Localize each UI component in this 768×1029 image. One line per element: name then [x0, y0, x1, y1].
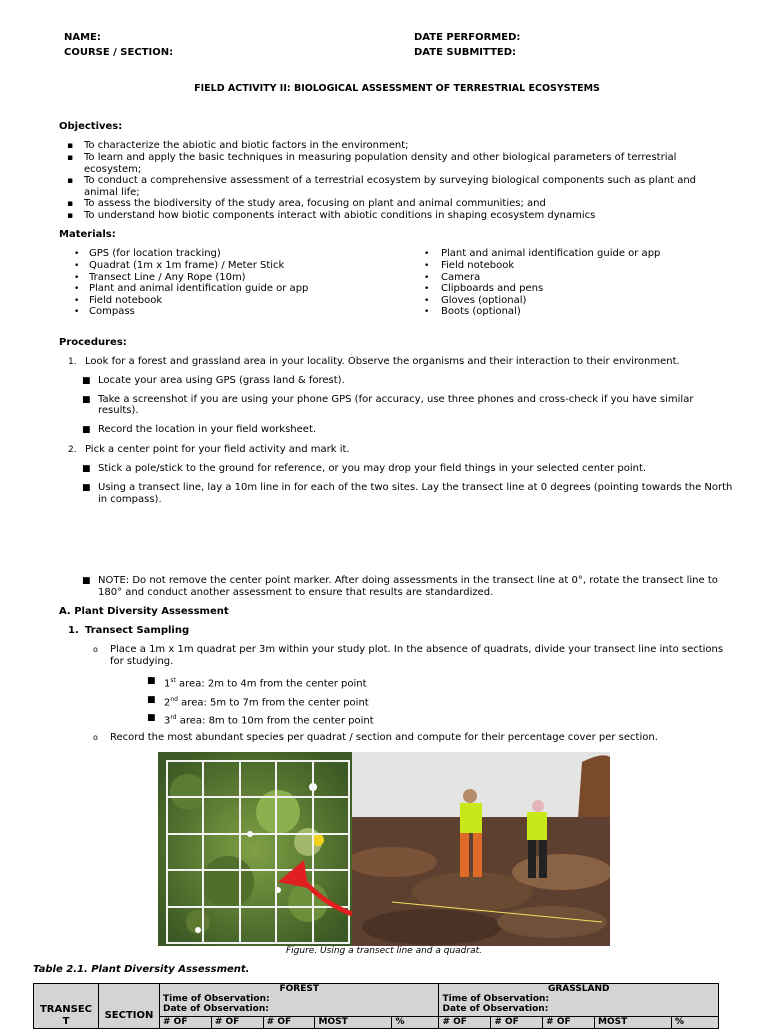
bullet-icon: • [74, 284, 80, 294]
section-a-heading: A. Plant Diversity Assessment [59, 606, 229, 617]
bullet-icon: ■ [82, 376, 91, 386]
figure-caption: Figure. Using a transect line and a quadrat. [285, 946, 483, 956]
bullet-icon: • [424, 307, 430, 317]
bullet-icon: ■ [82, 425, 91, 435]
subheader-most: MOST [595, 1017, 672, 1029]
materials-heading: Materials: [59, 229, 116, 240]
bullet-icon: • [424, 284, 430, 294]
procedure-step-2: Pick a center point for your field activity and mark it. [85, 444, 350, 455]
subheader-count: # OF [491, 1017, 543, 1029]
name-label: NAME: [64, 32, 101, 43]
procedure-sub-item: Stick a pole/stick to the ground for reference, or you may drop your field things in your selected center point. [98, 463, 647, 474]
quadrat-instruction: Place a 1m x 1m quadrat per 3m within your study plot. In the absence of quadrats, divide your transect line into sections [110, 644, 724, 655]
col-section: SECTION [99, 984, 160, 1029]
bullet-icon: • [74, 249, 80, 259]
bullet-icon: ▪ [67, 176, 74, 186]
bullet-icon: • [424, 296, 430, 306]
subheader-most: MOST [315, 1017, 392, 1029]
procedures-heading: Procedures: [59, 337, 127, 348]
page-title: FIELD ACTIVITY II: BIOLOGICAL ASSESSMENT OF TERRESTRIAL ECOSYSTEMS [194, 83, 600, 94]
objective-item: To assess the biodiversity of the study area, focusing on plant and animal communities; and [84, 198, 546, 209]
bullet-icon: ▪ [67, 153, 74, 163]
forest-header: FOREST Time of Observation: Date of Observation: [160, 984, 439, 1017]
bullet-icon: ■ [82, 576, 91, 586]
plant-diversity-table [33, 983, 719, 1029]
procedure-sub-item: Take a screenshot if you are using your phone GPS (for accuracy, use three phones and cross-check if you have similar [98, 394, 694, 405]
area-item-3: 3rd area: 8m to 10m from the center point [164, 714, 374, 727]
material-item: Field notebook [441, 260, 515, 271]
material-item: Gloves (optional) [441, 295, 527, 306]
bullet-icon: • [424, 273, 430, 283]
objectives-heading: Objectives: [59, 121, 123, 132]
material-item: Plant and animal identification guide or app [441, 248, 661, 259]
material-item: Camera [441, 272, 481, 283]
objective-item: To understand how biotic components interact with abiotic conditions in shaping ecosystem dynamics [84, 210, 596, 221]
subheader-percent: % [392, 1017, 439, 1029]
date-performed-label: DATE PERFORMED: [414, 32, 521, 43]
transect-photo [352, 752, 610, 946]
record-instruction: Record the most abundant species per quadrat / section and compute for their percentage cover per section. [110, 732, 658, 743]
objective-item: To learn and apply the basic techniques in measuring population density and other biological parameters of terrestrial [84, 152, 677, 163]
bullet-icon: ■ [147, 695, 156, 705]
bullet-icon: • [424, 261, 430, 271]
subheader-percent: % [672, 1017, 719, 1029]
quadrat-instruction-cont: for studying. [110, 656, 174, 667]
objective-item-cont: animal life; [84, 187, 140, 198]
step-number: 2. [68, 445, 77, 455]
bullet-icon: • [74, 261, 80, 271]
subheader-count: # OF [543, 1017, 595, 1029]
objective-item: To characterize the abiotic and biotic factors in the environment; [84, 140, 409, 151]
note-line-2: 180° and conduct another assessment to ensure that results are standardized. [98, 587, 494, 598]
bullet-icon: • [74, 296, 80, 306]
bullet-icon: • [74, 273, 80, 283]
material-item: GPS (for location tracking) [89, 248, 221, 259]
table-caption: Table 2.1. Plant Diversity Assessment. [33, 964, 250, 975]
step-number: 1. [68, 357, 77, 367]
material-item: Transect Line / Any Rope (10m) [89, 272, 246, 283]
subheader-count: # OF [263, 1017, 315, 1029]
procedure-sub-item: Using a transect line, lay a 10m line in for each of the two sites. Lay the transect line at 0 degrees (pointing towards the North [98, 482, 733, 493]
circle-bullet-icon: o [93, 645, 98, 654]
area-item-2: 2nd area: 5m to 7m from the center point [164, 696, 369, 709]
transect-sampling-heading: Transect Sampling [85, 625, 190, 636]
bullet-icon: ■ [82, 483, 91, 493]
grassland-header: GRASSLAND Time of Observation: Date of Observation: [439, 984, 719, 1017]
bullet-icon: ▪ [67, 211, 74, 221]
area-item-1: 1st area: 2m to 4m from the center point [164, 677, 367, 690]
bullet-icon: ▪ [67, 141, 74, 151]
date-submitted-label: DATE SUBMITTED: [414, 47, 517, 58]
procedure-sub-item: Locate your area using GPS (grass land & forest). [98, 375, 345, 386]
transect-illustration [352, 752, 610, 946]
material-item: Quadrat (1m x 1m frame) / Meter Stick [89, 260, 285, 271]
subheader-count: # OF [160, 1017, 212, 1029]
material-item: Field notebook [89, 295, 163, 306]
procedure-sub-item: Record the location in your field worksheet. [98, 424, 317, 435]
course-section-label: COURSE / SECTION: [64, 47, 174, 58]
bullet-icon: ■ [147, 713, 156, 723]
material-item: Boots (optional) [441, 306, 521, 317]
objective-item-cont: ecosystem; [84, 164, 142, 175]
bullet-icon: ■ [147, 676, 156, 686]
material-item: Plant and animal identification guide or app [89, 283, 309, 294]
bullet-icon: • [424, 249, 430, 259]
material-item: Clipboards and pens [441, 283, 544, 294]
objective-item: To conduct a comprehensive assessment of a terrestrial ecosystem by surveying biological components such as plant and [84, 175, 697, 186]
procedure-sub-item-cont: results). [98, 405, 139, 416]
red-arrow-icon [270, 852, 360, 922]
circle-bullet-icon: o [93, 733, 98, 742]
subheader-count: # OF [211, 1017, 263, 1029]
bullet-icon: ▪ [67, 199, 74, 209]
procedure-step-1: Look for a forest and grassland area in your locality. Observe the organisms and their interaction to their environment. [85, 356, 680, 367]
procedure-sub-item-cont: in compass). [98, 494, 162, 505]
bullet-icon: ■ [82, 395, 91, 405]
bullet-icon: • [74, 307, 80, 317]
subheader-count: # OF [439, 1017, 491, 1029]
material-item: Compass [89, 306, 135, 317]
col-transect: TRANSEC T [34, 984, 99, 1029]
subsection-number: 1. [68, 625, 79, 636]
bullet-icon: ■ [82, 464, 91, 474]
note-line-1: NOTE: Do not remove the center point marker. After doing assessments in the transect line at 0°, rotate the transect line to [98, 575, 718, 586]
